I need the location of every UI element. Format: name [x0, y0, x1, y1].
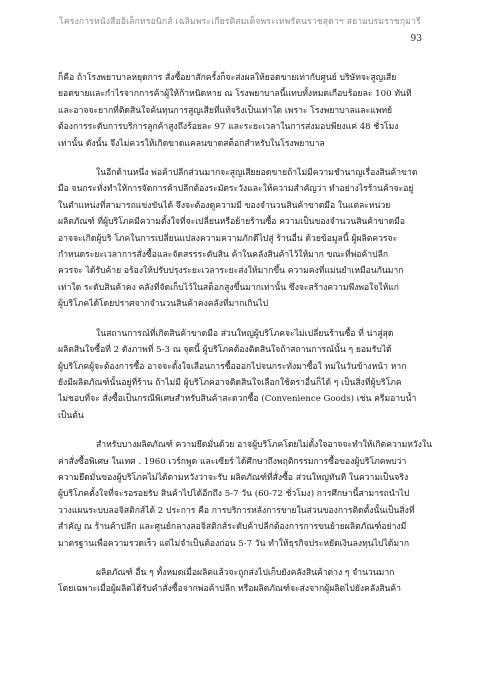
- text-line: ผลิตภัณฑ์ ที่ผู้บริโภคมีความตั้งใจที่จะเปลี่ยนหรือย้ายร้านซื้อ ความเป็นของจำนวนสินค้าขาดมือ: [58, 217, 405, 228]
- text-line: ยังมีผลิตภัณฑ์นั้นอยู่ที่ร้าน ถ้าไม่มี ผู้บริโภคอาจติดสินใจเลือกใช้ตราอื่นก็ได้ ๆ เป็นสิ่งที่ผู้บริโภค: [58, 377, 402, 388]
- text-line: มาตรฐานเพื่อความรวดเร็ว แต่ไม่จำเป็นต้องก่อน 5-7 วัน ทำให้ธุรกิจประหยัดเงินลงทุนไปได้มาก: [58, 538, 410, 549]
- text-line: ในตำแหน่งที่สามารถแข่งขันได้ จึงจะต้องดูความมี ของจำนวนสินค้าขาดมือ ในแต่ละหน่วย: [58, 200, 391, 211]
- text-line: เท่านั้น ดังนั้น จึงไม่ควรให้เกิดขาดแคลนขาดสต็อกสำหรับในโรงพยาบาล: [58, 138, 325, 149]
- text-line: ผลิตภัณฑ์ อื่น ๆ ทั้งหมดเมื่อผลิตแล้วจะถูกส่งไปเก็บยังคลังสินค้าต่าง ๆ จำนวนมาก: [96, 567, 395, 578]
- paragraph: [58, 437, 438, 552]
- text-line: และอาจจะยากที่ติดสินใจค้นทุนการสูญเสียที่แท้จริงเป็นเท่าใด เพราะ โรงพยาบาลและแพทย์: [58, 105, 393, 116]
- text-line: อาจจะเกิดผู้บริ โภคในการเปลี่ยนแปลงความความภักดีไปสู่ ร้านอื่น ด้วยข้อมูลนี้ ผู้ผลิตควรจะ: [58, 233, 398, 244]
- text-line: กำหนดระยะเวลาการสั่งซื้อและจัดสรรระดับสิน ค้าในคลังสินค้าไว้ให้มาก ขณะที่พ่อค้าปลีก: [58, 250, 389, 261]
- text-line: ผู้บริโภคได้โดยปราศจากจำนวนสินค้าคงคลังที่มากเกินไป: [58, 299, 269, 310]
- body-text: [58, 70, 438, 611]
- text-line: ไม่ชอบที่จะ สั่งซื้อเป็นกรณีพิเศษสำหรับสินค้าสะดวกซื้อ (Convenience Goods) เช่น ครีมอาบน้ำ: [58, 394, 417, 405]
- text-line: ผลิตสินใจซื้อที่ 2 ดังภาพที่ 5-3 ณ จุดนี้ ผู้บริโภคต้องติดสินใจถ้าสถานการณ์นั้น ๆ ยอมรับได้: [58, 345, 392, 356]
- page-number: 93: [410, 34, 422, 44]
- text-line: ในอีกด้านหนึ่ง พ่อค้าปลีกส่วนมากจะสูญเสียยอดขายถ้าไม่มีความชำนาญเรื่องสินค้าขาด: [96, 168, 418, 179]
- header-watermark: โครงการหนังสืออิเล็กทรอนิกส์ เฉลิมพระเกียรติสมเด็จพระเทพรัตนราชสุดาฯ สยามบรมราชกุมารี: [59, 17, 421, 27]
- text-line: ค่าสั่งซื้อพิเศษ ในเทศ . 1960 เวร์กพูด และเซียร์ ได้ศึกษาถึงพฤติกรรมการซื้อของผู้บริโภคพบว่า: [58, 456, 407, 467]
- text-line: มือ จนกระทั่งทำให้การจัดการค้าปลีกต้องระมัดระวังและให้ความสำคัญว่า ทำอย่างไรร้านค้าจะอยู่: [58, 184, 414, 195]
- paragraph: [58, 326, 438, 424]
- text-line: ความยึดมั่นของผู้บริโภคไม่ได้ตามหวังว่าจะรับ ผลิตภัณฑ์ที่สั่งซื้อ ส่วนใหญ่ทันที ในความเป็นจริง: [58, 472, 409, 483]
- text-line: เป็นต้น: [58, 410, 84, 421]
- text-line: ก็คือ ถ้าโรงพยาบาลหยุดการ สั่งซื้อยาสักครั้งก็จะส่งผลให้ยอดขายเท่ากับศูนย์ บริษัทจะสูญเสีย: [58, 73, 397, 83]
- paragraph: [58, 165, 438, 313]
- text-line: ต้องการระดับการบริการลูกค้าสูงถึงร้อยละ 97 และระยะเวลาในการส่งมอบพียงแค่ 48 ชั่วโมง: [58, 122, 399, 133]
- text-line: ผู้บริโภคผู้จะต้องการซื้อ อาจจะตั้งใจเลือนการซื้อออกไปจนกระทั่งมาซื้อใ หม่ในวันข้างหน้า หาก: [58, 361, 407, 372]
- text-line: สำคัญ ณ ร้านค้าปลีก และศูนย์กลางลอจิสติกส์ระดับค้าปลีกต้องการการขนย้ายผลิตภัณฑ์อย่างมี: [58, 522, 407, 533]
- text-line: ในสถานการณ์ที่เกิดสินค้าขาดมือ ส่วนใหญ่ผู้บริโภคจะไม่เปลี่ยนร้านซื้อ ที่ น่าสู่สุด: [96, 328, 394, 339]
- paragraph: [58, 70, 438, 152]
- text-line: วางแผนระบบลอจิสติกส์ได้ 2 ประการ คือ การบริการหลังการขายในส่วนของการติดตั้งนั้นเป็นสิ่งที่: [58, 505, 415, 516]
- text-line: ผู้บริโภคตั้งใจที่จะรอรอยรับ สินค้าไปได้อีกถึง 5-7 วัน (60-72 ชั่วโมง) การศึกษานี้สามารถนำไป: [58, 489, 410, 500]
- text-line: สำหรับบางผลิตภัณฑ์ ความยึดมั่นด้วย อาจผู้บริโภคโดยไม่ตั้งใจอาจจะทำให้เกิดความหวังใน: [96, 440, 433, 451]
- text-line: เท่าใด ระดับสินค้าคง คลังที่จัดเก็บไว้ในสต็อกสูงขึ้นมากเท่านั้น ซึ่งจะสร้างความพึงพอใจให้แก่: [58, 282, 400, 293]
- paragraph: [58, 565, 438, 598]
- text-line: ยอดขายและกำไรจากการค้าผู้ให้ก้าหนิดหาย ณ โรงพยาบาลนี้แทบทั้งหมดเกือบร้อยละ 100 ทันที: [58, 89, 412, 100]
- text-line: ควรจะ ได้รับค้าย อร้องให้ปรับปรุงระยะเวลาระยะส่งให้มากขึ้น ความคงที่แม่นยำเหมือนกันมาก: [58, 266, 404, 277]
- text-line: โดยเฉพาะเมื่อผู้ผลิตได้รับคำสั่งซื้อจากพ่อค้าปลีก หรือผลิตภัณฑ์จะส่งจากผู้ผลิตไปยังคลังสินค้า: [58, 584, 401, 595]
